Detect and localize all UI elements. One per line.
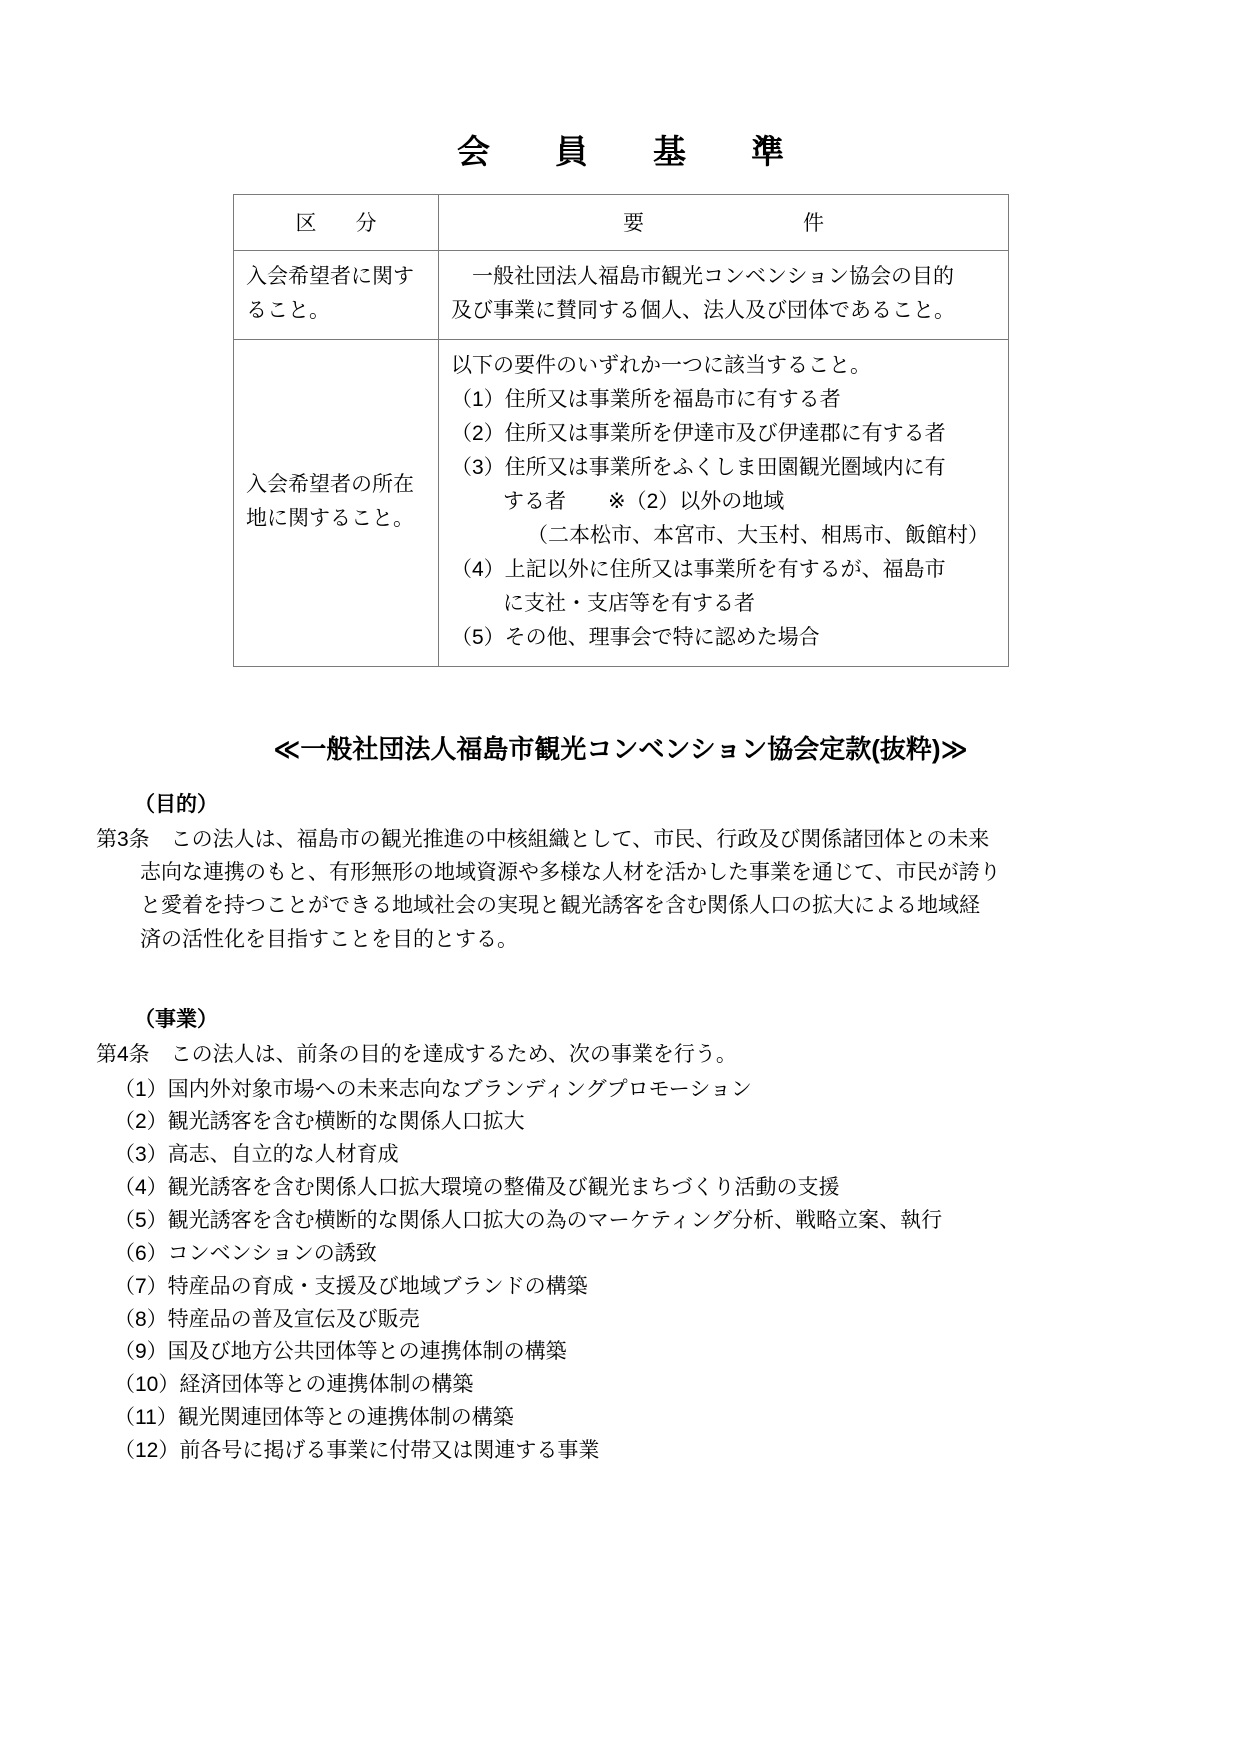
list-item: （4）観光誘客を含む関係人口拡大環境の整備及び観光まちづくり活動の支援 (114, 1176, 840, 1200)
list-item: （6）コンベンションの誘致 (114, 1241, 377, 1265)
requirement-line: する者 ※（2）以外の地域 (503, 489, 785, 513)
list-item: （1）国内外対象市場への未来志向なブランディングプロモーション (114, 1077, 752, 1101)
requirement-line: （二本松市、本宮市、大玉村、相馬市、飯館村） (527, 523, 989, 547)
table-header-row (234, 194, 1009, 250)
list-item: （2）観光誘客を含む横断的な関係人口拡大 (114, 1110, 525, 1134)
articles-section (0, 789, 1241, 1468)
cell-division-applicant (234, 250, 439, 339)
list-item: （12）前各号に掲げる事業に付帯又は関連する事業 (114, 1438, 600, 1462)
page-title: 会 員 基 準 (457, 133, 800, 170)
article-line: と愛着を持つことができる地域社会の実現と観光誘客を含む関係人口の拡大による地域経 (140, 894, 980, 918)
requirement-line: 以下の要件のいずれか一つに該当すること。 (451, 353, 871, 377)
article-purpose (96, 789, 1163, 956)
article-body-purpose (96, 823, 1163, 956)
list-item: （7）特産品の育成・支援及び地域ブランドの構築 (114, 1274, 588, 1298)
division-line: 入会希望者に関す (246, 264, 414, 288)
requirement-line: （5）その他、理事会で特に認めた場合 (451, 625, 820, 649)
requirement-line: （4）上記以外に住所又は事業所を有するが、福島市 (451, 557, 946, 581)
requirement-line: （2）住所又は事業所を伊達市及び伊達郡に有する者 (451, 421, 946, 445)
list-item: （8）特産品の普及宣伝及び販売 (114, 1307, 420, 1331)
article-line: 志向な連携のもと、有形無形の地域資源や多様な人材を活かした事業を通じて、市民が誇り (140, 861, 1001, 885)
section-spacer (96, 956, 1163, 982)
requirement-line: 及び事業に賛同する個人、法人及び団体であること。 (451, 298, 955, 322)
article-body-business (96, 1038, 1163, 1071)
table-row (234, 250, 1009, 339)
article-line: 第4条 この法人は、前条の目的を達成するため、次の事業を行う。 (96, 1043, 737, 1067)
member-criteria-table-container (233, 194, 1008, 667)
requirement-line: （1）住所又は事業所を福島市に有する者 (451, 387, 841, 411)
division-line: 地に関すること。 (246, 506, 414, 530)
table-row (234, 339, 1009, 666)
cell-requirement-applicant (439, 250, 1009, 339)
list-item: （9）国及び地方公共団体等との連携体制の構築 (114, 1340, 567, 1364)
cell-division-location (234, 339, 439, 666)
requirement-line: 一般社団法人福島市観光コンベンション協会の目的 (451, 264, 955, 288)
article-label-business: （事業） (134, 1007, 218, 1031)
article-line: 済の活性化を目指すことを目的とする。 (140, 927, 518, 951)
division-line: ること。 (246, 298, 330, 322)
division-line: 入会希望者の所在 (246, 472, 414, 496)
list-item: （5）観光誘客を含む横断的な関係人口拡大の為のマーケティング分析、戦略立案、執行 (114, 1208, 943, 1232)
cell-requirement-location (439, 339, 1009, 666)
member-criteria-table (233, 194, 1009, 667)
column-header-division: 区 分 (234, 194, 439, 250)
articles-heading: ≪一般社団法人福島市観光コンベンション協会定款(抜粋)≫ (273, 733, 968, 764)
list-item: （3）高志、自立的な人材育成 (114, 1143, 399, 1167)
list-item: （10）経済団体等との連携体制の構築 (114, 1373, 474, 1397)
requirement-line: に支社・支店等を有する者 (503, 591, 755, 615)
article-label-purpose: （目的） (134, 792, 218, 816)
column-header-requirement: 要 件 (439, 194, 1009, 250)
article-line: 第3条 この法人は、福島市の観光推進の中核組織として、市民、行政及び関係諸団体との未来 (96, 828, 990, 852)
list-item: （11）観光関連団体等との連携体制の構築 (114, 1406, 514, 1430)
article-business (96, 1004, 1163, 1468)
business-item-list (96, 1074, 1163, 1468)
requirement-line: （3）住所又は事業所をふくしま田園観光圏域内に有 (451, 455, 946, 479)
